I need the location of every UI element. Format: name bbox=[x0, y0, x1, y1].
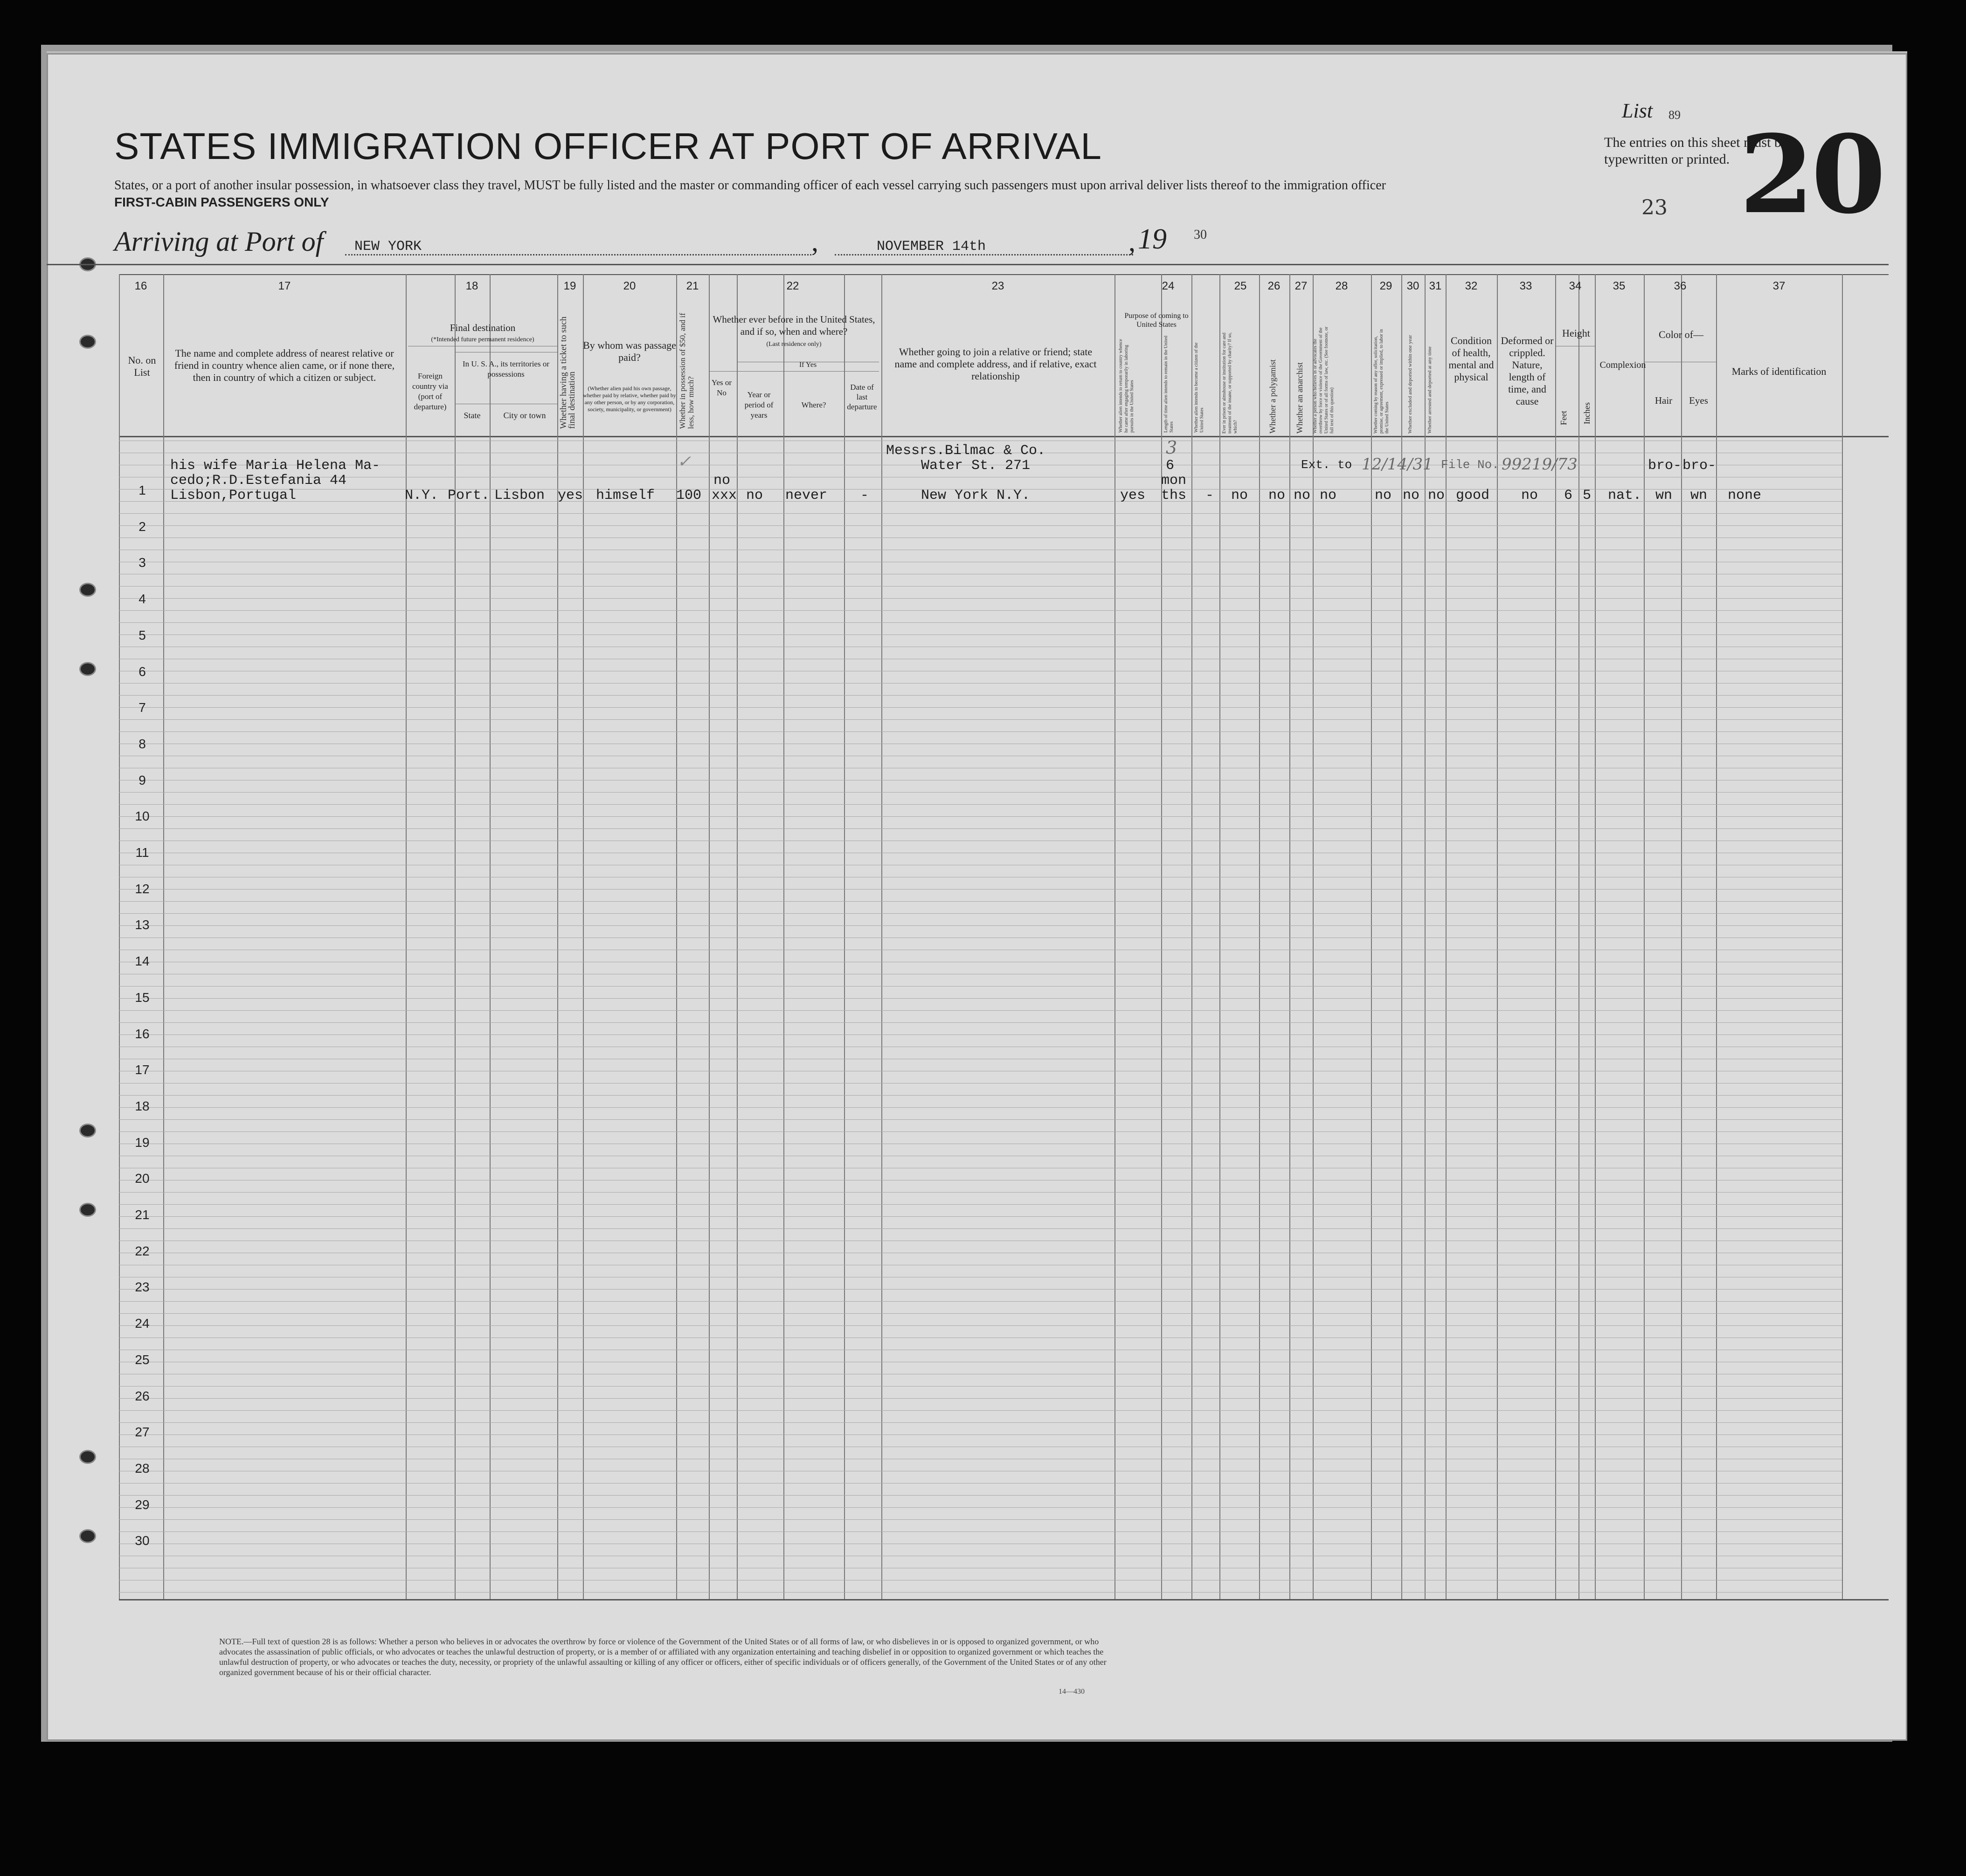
col36-header: Color of— bbox=[1659, 329, 1703, 340]
column-rule bbox=[1595, 274, 1596, 1599]
col35-header: Complexion bbox=[1599, 360, 1646, 370]
col20-note: (Whether alien paid his own passage, whether paid by relative, whether paid by any other person, or by any corporation, society, municipality, or government) bbox=[583, 385, 676, 413]
column-rule bbox=[490, 274, 491, 1599]
row-line bbox=[119, 719, 1842, 720]
col27-header: Whether an anarchist bbox=[1295, 362, 1304, 434]
row-line bbox=[119, 1022, 1842, 1023]
col18-note: (*Intended future permanent residence) bbox=[431, 336, 534, 343]
column-rule bbox=[119, 274, 120, 1599]
row-number: 20 bbox=[135, 1171, 150, 1186]
stay-length-handwritten: 3 bbox=[1166, 437, 1177, 458]
arrival-port: NEW YORK bbox=[354, 239, 422, 255]
row-number: 15 bbox=[135, 990, 150, 1005]
relative-address-line1: his wife Maria Helena Ma- bbox=[170, 458, 381, 474]
year-suffix: 30 bbox=[1194, 228, 1207, 242]
file-note: File No. bbox=[1441, 458, 1499, 472]
col20-header: By whom was passage paid? bbox=[583, 339, 676, 363]
row-number: 13 bbox=[135, 917, 150, 932]
col25-header: Ever in prison or almshouse or institution for care and treatment of the insane, or supported by charity? If so, which? bbox=[1222, 332, 1238, 434]
col22-where: Where? bbox=[801, 400, 826, 409]
class-line: FIRST-CABIN PASSENGERS ONLY bbox=[114, 195, 329, 209]
col22-header: Whether ever before in the United States, and if so, when and where? bbox=[713, 314, 875, 337]
previously-in-us: no bbox=[713, 473, 731, 489]
hair-line2: wn bbox=[1655, 488, 1673, 503]
column-number: 28 bbox=[1335, 280, 1348, 292]
col28-header: Whether a person who believes in or advocates the overthrow by force or violence of the Government of the United States or of all forms of law, etc. (See footnote, or full text of this question) bbox=[1313, 326, 1335, 434]
row-line bbox=[119, 513, 1842, 514]
row-line bbox=[119, 695, 1842, 696]
eyes-line1: bro- bbox=[1682, 458, 1717, 474]
column-rule bbox=[1842, 274, 1843, 1599]
row-number: 9 bbox=[138, 772, 146, 787]
row-line bbox=[119, 1216, 1842, 1217]
page-title: STATES IMMIGRATION OFFICER AT PORT OF ARRIVAL bbox=[114, 125, 1102, 167]
row-line bbox=[119, 622, 1842, 623]
column-rule bbox=[1289, 274, 1290, 1599]
column-rule bbox=[1716, 274, 1717, 1599]
arriving-label: Arriving at Port of bbox=[114, 226, 324, 257]
column-number: 22 bbox=[786, 280, 799, 292]
row-number: 6 bbox=[138, 664, 146, 679]
column-number: 35 bbox=[1613, 280, 1626, 292]
previous-date: - bbox=[860, 488, 869, 503]
column-rule bbox=[1219, 274, 1220, 1599]
height-feet: 6 bbox=[1564, 488, 1573, 503]
row-number: 25 bbox=[135, 1352, 150, 1367]
prison: no bbox=[1231, 488, 1248, 503]
binder-hole bbox=[79, 1203, 96, 1217]
row-line bbox=[119, 792, 1842, 793]
identification-marks: none bbox=[1728, 488, 1762, 503]
row-number: 30 bbox=[135, 1533, 150, 1548]
previous-where: never bbox=[785, 488, 828, 503]
check-mark: ✓ bbox=[677, 452, 692, 471]
column-number: 32 bbox=[1465, 280, 1478, 292]
passage-paid-by: himself bbox=[596, 488, 655, 503]
contract-labor: no bbox=[1375, 488, 1392, 503]
row-number: 11 bbox=[135, 845, 149, 860]
stay-length-unit-a: mon bbox=[1161, 473, 1187, 489]
excluded: no bbox=[1403, 488, 1420, 503]
row-number: 12 bbox=[135, 881, 150, 896]
column-rule bbox=[676, 274, 677, 1599]
deported: no bbox=[1428, 488, 1445, 503]
row-line bbox=[119, 598, 1842, 599]
row-line bbox=[119, 1313, 1842, 1314]
binder-hole bbox=[79, 1529, 96, 1543]
column-number: 30 bbox=[1406, 280, 1419, 292]
row-line bbox=[119, 1519, 1842, 1520]
col24a-header: Whether alien intends to return to country whence he came after engaging temporarily in laboring pursuits in the United States bbox=[1118, 339, 1135, 433]
col18-foreign: Foreign country via (port of departure) bbox=[412, 372, 448, 411]
row-line bbox=[119, 1204, 1842, 1205]
column-rule bbox=[557, 274, 558, 1599]
row-line bbox=[119, 816, 1842, 817]
col19-header: Whether having a ticket to such final destination bbox=[559, 316, 577, 429]
col16-header: No. on List bbox=[128, 354, 156, 378]
year-prefix: 19 bbox=[1138, 223, 1167, 255]
row-line bbox=[119, 1507, 1842, 1508]
anarchist: no bbox=[1294, 488, 1311, 503]
row-line bbox=[119, 925, 1842, 926]
relative-address-line3: Lisbon,Portugal bbox=[170, 488, 297, 503]
header-sub-rule bbox=[709, 371, 879, 372]
relative-address-line2: cedo;R.D.Estefania 44 bbox=[170, 473, 347, 489]
column-rule bbox=[583, 274, 584, 1599]
row-line bbox=[119, 1095, 1842, 1096]
row-line bbox=[119, 1410, 1842, 1411]
row-line bbox=[119, 1495, 1842, 1496]
binder-hole bbox=[79, 1124, 96, 1138]
column-number: 34 bbox=[1569, 280, 1582, 292]
column-number: 23 bbox=[991, 280, 1004, 292]
col31-header: Whether arrested and deported at any time bbox=[1427, 346, 1433, 434]
overthrow: no bbox=[1320, 488, 1337, 503]
comma: , bbox=[811, 226, 818, 257]
row-line bbox=[119, 1119, 1842, 1120]
extension-note: Ext. to bbox=[1301, 458, 1352, 472]
binder-hole bbox=[79, 335, 96, 349]
column-number: 33 bbox=[1519, 280, 1532, 292]
row-number: 10 bbox=[135, 809, 150, 824]
column-rule bbox=[709, 274, 710, 1599]
row-line bbox=[119, 901, 1842, 902]
col22-year: Year or period of years bbox=[744, 390, 774, 420]
col18-city: City or town bbox=[503, 411, 546, 420]
height-inches: 5 bbox=[1583, 488, 1592, 503]
manifest-sheet bbox=[47, 51, 1907, 1741]
column-rule bbox=[1259, 274, 1260, 1599]
column-rule bbox=[1446, 274, 1447, 1599]
column-number: 29 bbox=[1379, 280, 1392, 292]
foreign-via: N.Y. bbox=[405, 488, 439, 503]
column-number: 18 bbox=[465, 280, 478, 292]
row-line bbox=[119, 1228, 1842, 1229]
row-line bbox=[119, 707, 1842, 708]
column-rule bbox=[1313, 274, 1314, 1599]
col24-header: Purpose of coming to United States bbox=[1124, 312, 1189, 329]
row-line bbox=[119, 525, 1842, 526]
row-line bbox=[119, 828, 1842, 829]
stay-length-unit-b: ths bbox=[1161, 488, 1187, 503]
row-line bbox=[119, 889, 1842, 890]
money-amount: 100 bbox=[676, 488, 702, 503]
eyes-line2: wn bbox=[1690, 488, 1708, 503]
sheet-number: 20 bbox=[1739, 112, 1883, 238]
col26-header: Whether a polygamist bbox=[1268, 359, 1277, 434]
extension-date: 12/14/31 bbox=[1362, 455, 1433, 474]
row-number: 29 bbox=[135, 1497, 150, 1512]
row-number: 2 bbox=[138, 519, 146, 534]
row-line bbox=[119, 1398, 1842, 1399]
list-number: 89 bbox=[1668, 108, 1681, 122]
struck-entry: xxx bbox=[712, 488, 737, 503]
column-rule bbox=[783, 274, 784, 1599]
row-line bbox=[119, 610, 1842, 611]
col22-note: (Last residence only) bbox=[766, 341, 822, 348]
row-line bbox=[119, 1422, 1842, 1423]
col37-header: Marks of identification bbox=[1731, 366, 1827, 377]
comma: , bbox=[1128, 226, 1135, 257]
list-label: List bbox=[1622, 99, 1653, 122]
col24c-header: Whether alien intends to become a citizen of the United States bbox=[1194, 342, 1205, 433]
row-line bbox=[119, 731, 1842, 732]
row-number: 18 bbox=[135, 1098, 150, 1113]
column-number: 17 bbox=[278, 280, 291, 292]
arrival-date: NOVEMBER 14th bbox=[877, 239, 986, 255]
row-line bbox=[119, 998, 1842, 999]
column-rule bbox=[881, 274, 882, 1599]
binder-hole bbox=[79, 583, 96, 597]
col21-header: Whether in possession of $50, and if less, how much? bbox=[678, 313, 695, 429]
return-intent: yes bbox=[1120, 488, 1146, 503]
row-line bbox=[119, 1289, 1842, 1290]
row-line bbox=[119, 1192, 1842, 1193]
row-line bbox=[119, 913, 1842, 914]
binder-hole bbox=[79, 1450, 96, 1464]
col22-yesno: Yes or No bbox=[711, 378, 732, 397]
citizen-intent: - bbox=[1205, 488, 1214, 503]
form-number: 14—430 bbox=[1059, 1688, 1085, 1696]
row-line bbox=[119, 1301, 1842, 1302]
row-number: 4 bbox=[138, 592, 146, 607]
column-number: 16 bbox=[134, 280, 147, 292]
row-number: 24 bbox=[135, 1316, 150, 1331]
column-number: 26 bbox=[1267, 280, 1281, 292]
column-rule bbox=[1191, 274, 1192, 1599]
row-number: 19 bbox=[135, 1135, 150, 1150]
row-number: 14 bbox=[135, 954, 150, 969]
row-number: 16 bbox=[135, 1026, 150, 1041]
col24b-header: Length of time alien intends to remain in the United States bbox=[1163, 335, 1174, 433]
footnote: NOTE.—Full text of question 28 is as follows: Whether a person who believes in or advocates the overthrow by force or violence of the Government of the United States or of all forms of law, or who disbelieves in or is opposed to organized government, or who advocates the assassination of public officials, or who advocates or teaches the unlawful destruction of property, or is a member of or affiliated with any organization entertaining and teaching disbelief in or opposition to organized government or which teaches the unlawful destruction of property, or who advocates or teaches the duty, necessity, or propriety of the unlawful assaulting or killing of any officer or officers, either of specific individuals or of officers generally, of the Government of the United States or of any other organized government because of his or their official character. bbox=[219, 1637, 1107, 1677]
ticket-status: yes bbox=[558, 488, 583, 503]
row-number: 17 bbox=[135, 1062, 150, 1077]
row-line bbox=[119, 1131, 1842, 1132]
row-number: 23 bbox=[135, 1280, 150, 1295]
polygamist: no bbox=[1268, 488, 1286, 503]
row-line bbox=[119, 1592, 1842, 1593]
col18-state: State bbox=[464, 411, 481, 420]
col36-eyes: Eyes bbox=[1689, 395, 1708, 406]
column-number: 25 bbox=[1234, 280, 1247, 292]
column-rule bbox=[1497, 274, 1498, 1599]
typewritten-notice: The entries on this sheet must be typewritten or printed. bbox=[1604, 135, 1788, 167]
row-line bbox=[119, 1531, 1842, 1532]
hair-line1: bro- bbox=[1648, 458, 1682, 474]
col22-date: Date of last departure bbox=[847, 383, 877, 411]
joining-street: Water St. 271 bbox=[921, 458, 1031, 474]
column-number: 31 bbox=[1429, 280, 1442, 292]
file-number: 99219/73 bbox=[1502, 455, 1578, 474]
header-instructions: States, or a port of another insular possession, in whatsoever class they travel, MUST be fully listed and the master or commanding officer of each vessel carrying such passengers must upon arrival deliver lists thereof to the immigration officer bbox=[114, 178, 1386, 193]
joining-name: Messrs.Bilmac & Co. bbox=[886, 443, 1046, 459]
column-rule bbox=[737, 274, 738, 1599]
table-rule bbox=[119, 274, 1889, 275]
col23-header: Whether going to join a relative or friend; state name and complete address, and if relative, exact relationship bbox=[894, 346, 1097, 382]
column-number: 19 bbox=[563, 280, 576, 292]
column-number: 20 bbox=[623, 280, 636, 292]
column-number: 24 bbox=[1162, 280, 1175, 292]
col18-header: Final destination bbox=[450, 322, 516, 333]
col22-ifyes: If Yes bbox=[799, 361, 817, 369]
table-bottom-rule bbox=[119, 1599, 1889, 1600]
col32-header: Condition of health, mental and physical bbox=[1448, 335, 1494, 383]
row-line bbox=[119, 804, 1842, 805]
col29-header: Whether coming by reason of any offer, solicitation, promise, or agreement, expressed or implied, to labor in the United States bbox=[1373, 329, 1390, 434]
col34-inches: Inches bbox=[1582, 402, 1592, 425]
column-number: 21 bbox=[686, 280, 699, 292]
col36-hair: Hair bbox=[1654, 395, 1673, 406]
row-line bbox=[119, 1107, 1842, 1108]
col18-usa: In U. S. A., its territories or possessions bbox=[462, 359, 550, 379]
column-rule bbox=[1644, 274, 1645, 1599]
binder-hole bbox=[79, 662, 96, 676]
row-line bbox=[119, 1325, 1842, 1326]
row-number: 5 bbox=[138, 628, 146, 642]
table-top-rule bbox=[47, 264, 1889, 265]
col34-feet: Feet bbox=[1559, 411, 1568, 426]
complexion: nat. bbox=[1608, 488, 1642, 503]
header-bottom-rule bbox=[119, 436, 1889, 437]
column-rule bbox=[844, 274, 845, 1599]
column-number: 36 bbox=[1674, 280, 1687, 292]
column-rule bbox=[1578, 274, 1579, 1599]
row-number: 21 bbox=[135, 1207, 150, 1222]
deformed: no bbox=[1521, 488, 1538, 503]
row-line bbox=[119, 1010, 1842, 1011]
row-number: 7 bbox=[138, 700, 146, 715]
row-number: 22 bbox=[135, 1243, 150, 1258]
stay-length-number: 6 bbox=[1166, 458, 1175, 474]
col34-header: Height bbox=[1562, 327, 1590, 339]
handwritten-number: 23 bbox=[1641, 196, 1668, 220]
destination-state: Port. bbox=[448, 488, 490, 503]
col17-header: The name and complete address of nearest relative or friend in country whence alien came, or if none there, then in country of which a citizen or subject. bbox=[174, 347, 395, 383]
column-rule bbox=[163, 274, 164, 1599]
joining-city: New York N.Y. bbox=[921, 488, 1031, 503]
column-number: 37 bbox=[1772, 280, 1786, 292]
row-number: 28 bbox=[135, 1461, 150, 1476]
row-number: 8 bbox=[138, 736, 146, 751]
row-number: 3 bbox=[138, 555, 146, 570]
previous-year: no bbox=[746, 488, 763, 503]
column-rule bbox=[455, 274, 456, 1599]
row-number: 27 bbox=[135, 1425, 150, 1440]
row-number: 1 bbox=[138, 483, 146, 497]
destination-city: Lisbon bbox=[494, 488, 545, 503]
col30-header: Whether excluded and deported within one year bbox=[1407, 335, 1413, 434]
row-number: 26 bbox=[135, 1388, 150, 1403]
health: good bbox=[1456, 488, 1490, 503]
column-number: 27 bbox=[1295, 280, 1308, 292]
col33-header: Deformed or crippled. Nature, length of time, and cause bbox=[1501, 335, 1554, 407]
column-rule bbox=[406, 274, 407, 1599]
